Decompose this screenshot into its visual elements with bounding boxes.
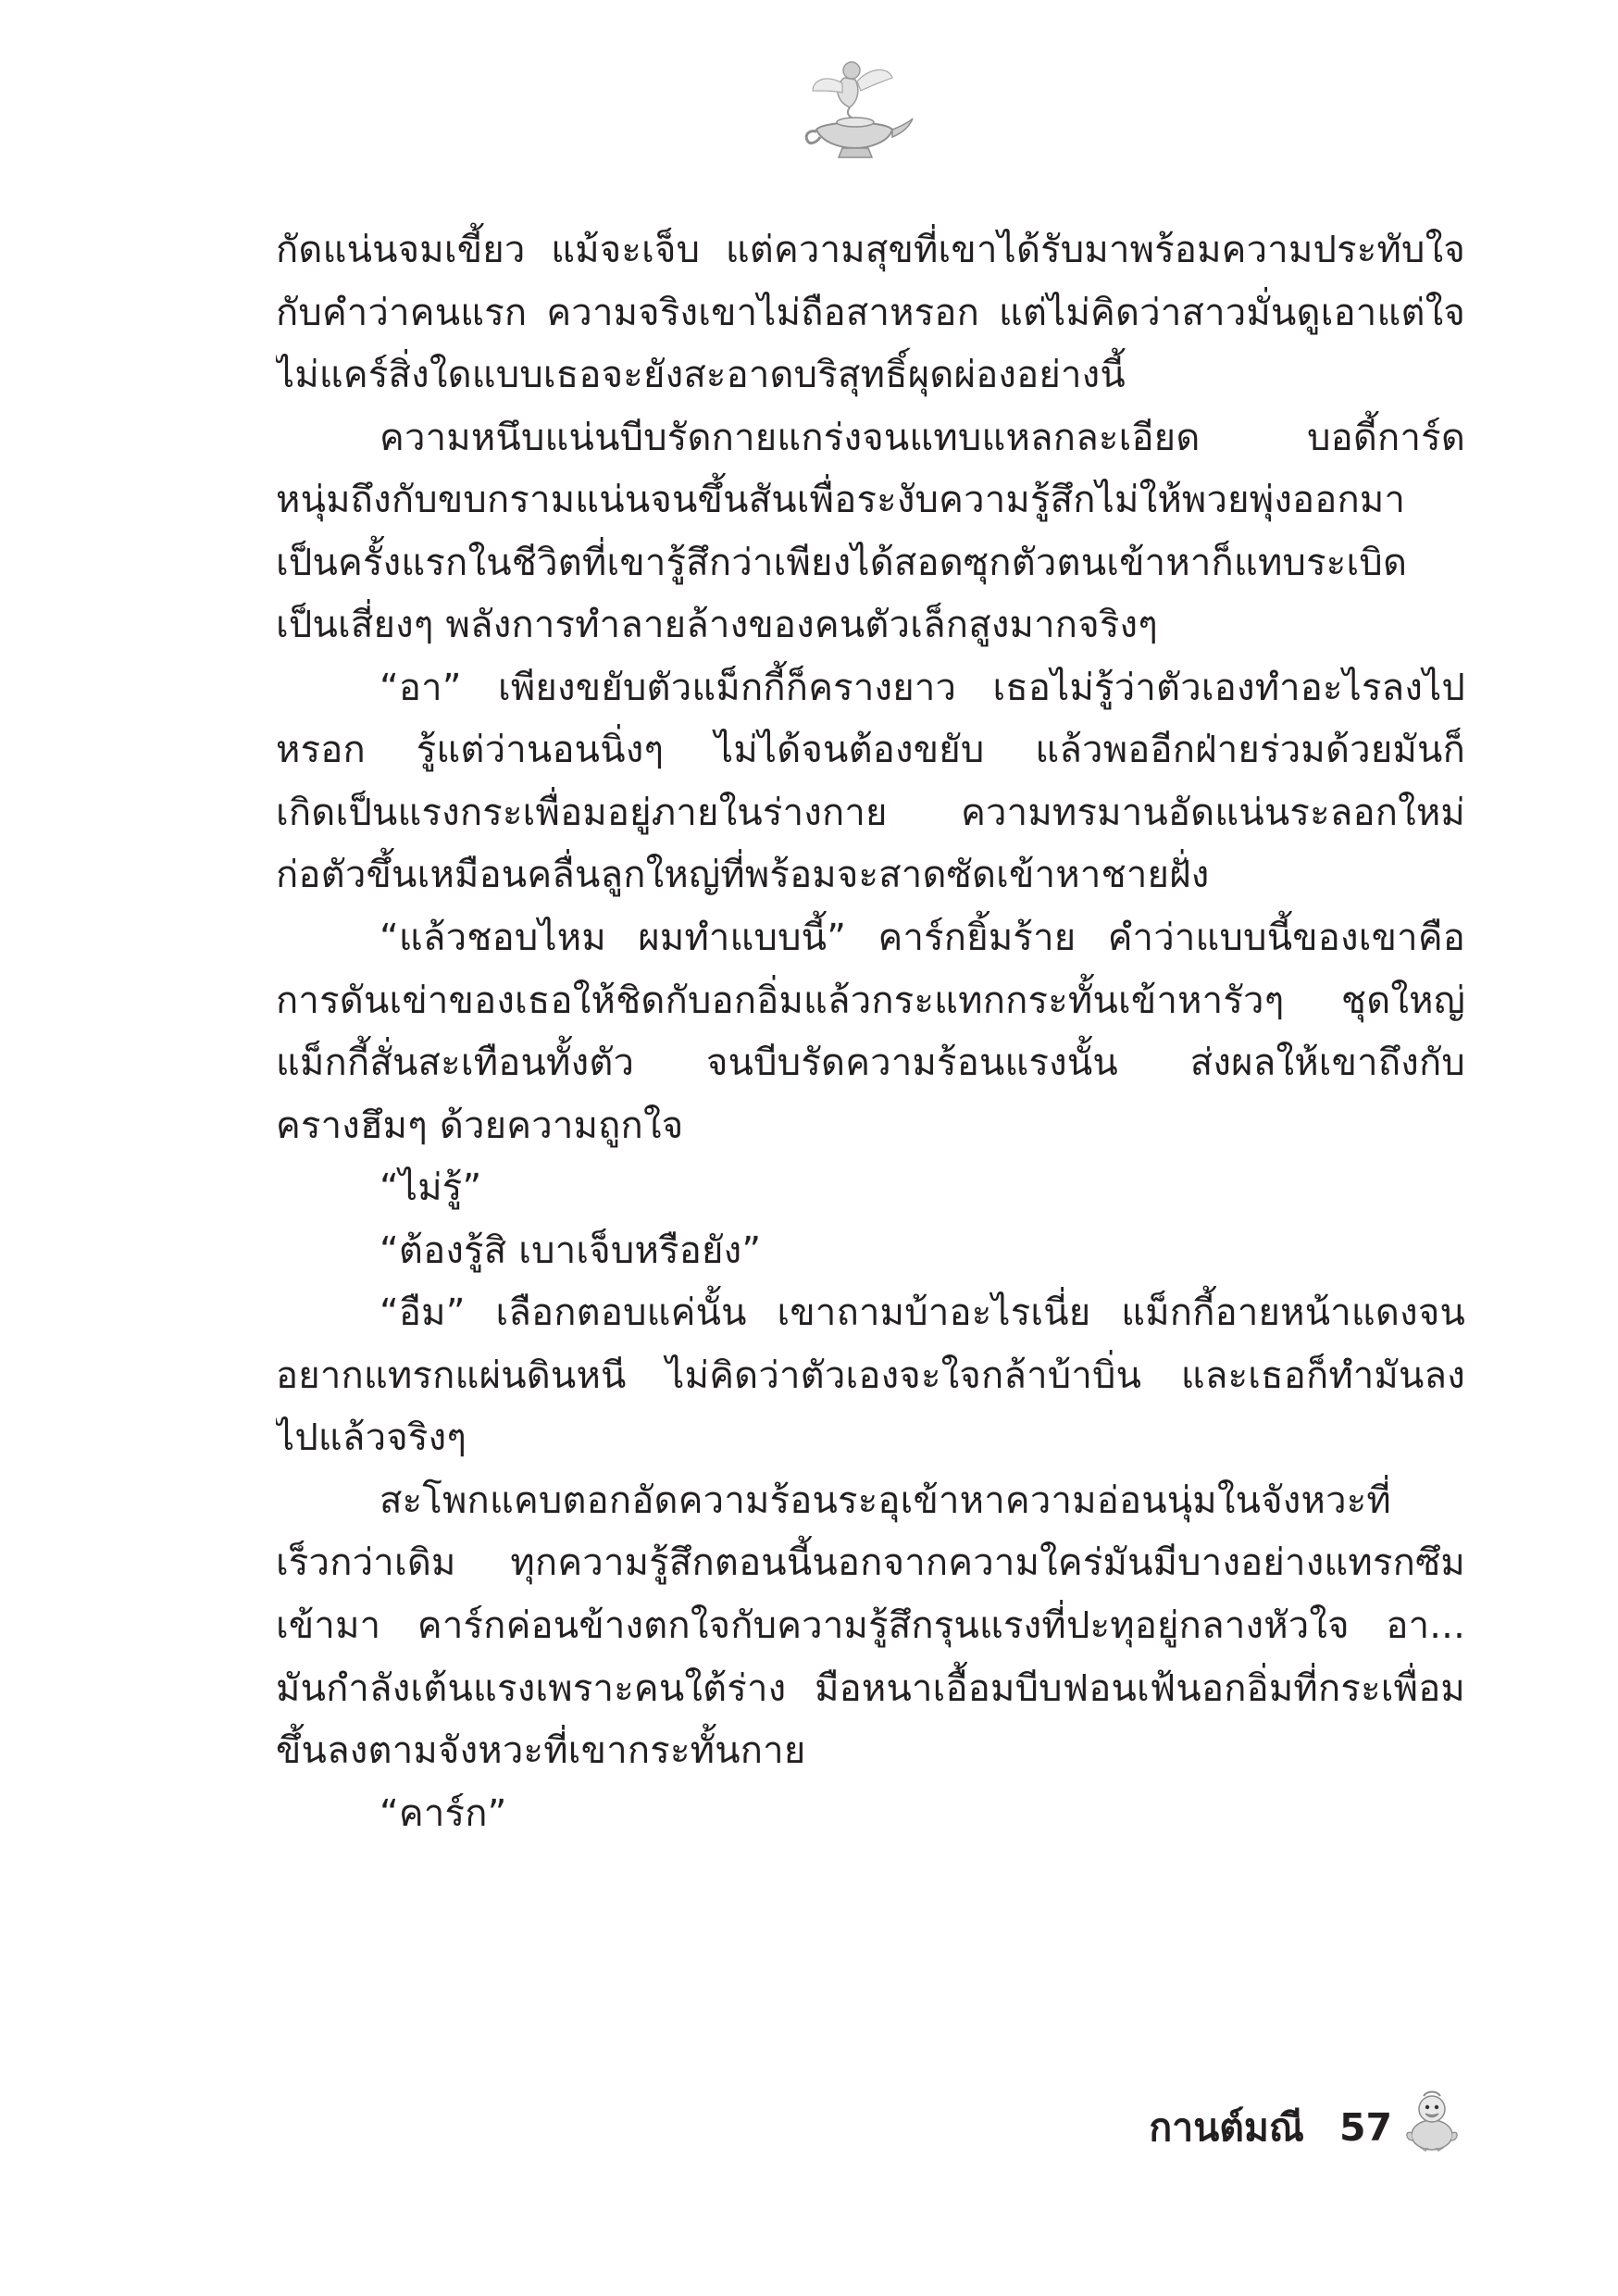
text-line: ความหนึบแน่นบีบรัดกายแกร่งจนแทบแหลกละเอียด บอดี้การ์ด: [380, 416, 1465, 459]
text-line: ไม่แคร์สิ่งใดแบบเธอจะยังสะอาดบริสุทธิ์ผุดผ่องอย่างนี้: [276, 354, 1126, 397]
page-footer: [1149, 2100, 1461, 2155]
text-line: แม็กกี้สั่นสะเทือนทั้งตัว จนบีบรัดความร้อนแรงนั้น ส่งผลให้เขาถึงกับ: [276, 1042, 1465, 1085]
text-line: การดันเข่าของเธอให้ชิดกับอกอิ่มแล้วกระแทกกระทั้นเข้าหารัวๆ ชุดใหญ่: [276, 979, 1465, 1022]
text-line: เป็นเสี่ยงๆ พลังการทำลายล้างของคนตัวเล็กสูงมากจริงๆ: [276, 604, 1158, 647]
text-line: เร็วกว่าเดิม ทุกความรู้สึกตอนนี้นอกจากความใคร่มันมีบางอย่างแทรกซึม: [276, 1541, 1465, 1585]
text-line: มันกำลังเต้นแรงเพราะคนใต้ร่าง มือหนาเอื้อมบีบฟอนเฟ้นอกอิ่มที่กระเพื่อม: [276, 1666, 1465, 1710]
text-line: กัดแน่นจมเขี้ยว แม้จะเจ็บ แต่ความสุขที่เขาได้รับมาพร้อมความประทับใจ: [276, 229, 1465, 271]
magic-lamp-with-fairy-icon: [796, 54, 916, 165]
page-number: 57: [1338, 2105, 1392, 2150]
text-line: “อา” เพียงขยับตัวแม็กกี้ก็ครางยาว เธอไม่รู้ว่าตัวเองทำอะไรลงไป: [380, 666, 1465, 709]
text-line: ก่อตัวขึ้นเหมือนคลื่นลูกใหญ่ที่พร้อมจะสาดซัดเข้าหาชายฝั่ง: [276, 854, 1210, 897]
text-line: “ต้องรู้สิ เบาเจ็บหรือยัง”: [380, 1229, 762, 1272]
text-line: เป็นครั้งแรกในชีวิตที่เขารู้สึกว่าเพียงได้สอดซุกตัวตนเข้าหาก็แทบระเบิด: [276, 541, 1408, 584]
text-line: กับคำว่าคนแรก ความจริงเขาไม่ถือสาหรอก แต่ไม่คิดว่าสาวมั่นดูเอาแต่ใจ: [276, 291, 1465, 334]
text-line: ครางฮึมๆ ด้วยความถูกใจ: [276, 1104, 684, 1147]
text-line: อยากแทรกแผ่นดินหนี ไม่คิดว่าตัวเองจะใจกล้าบ้าบิ่น และเธอก็ทำมันลง: [276, 1354, 1465, 1397]
text-line: เกิดเป็นแรงกระเพื่อมอยู่ภายในร่างกาย ความทรมานอัดแน่นระลอกใหม่: [276, 791, 1465, 834]
text-line: ขึ้นลงตามจังหวะที่เขากระทั้นกาย: [276, 1729, 806, 1773]
text-line: เข้ามา คาร์กค่อนข้างตกใจกับความรู้สึกรุนแรงที่ปะทุอยู่กลางหัวใจ อา...: [276, 1604, 1465, 1648]
text-line: “แล้วชอบไหม ผมทำแบบนี้” คาร์กยิ้มร้าย คำว่าแบบนี้ของเขาคือ: [380, 917, 1465, 960]
text-line: “ไม่รู้”: [380, 1167, 482, 1210]
text-line: หรอก รู้แต่ว่านอนนิ่งๆ ไม่ได้จนต้องขยับ แล้วพออีกฝ่ายร่วมด้วยมันก็: [276, 729, 1465, 772]
text-line: หนุ่มถึงกับขบกรามแน่นจนขึ้นสันเพื่อระงับความรู้สึกไม่ให้พวยพุ่งออกมา: [276, 479, 1406, 522]
text-line: สะโพกแคบตอกอัดความร้อนระอุเข้าหาความอ่อนนุ่มในจังหวะที่: [380, 1479, 1391, 1522]
text-line: ไปแล้วจริงๆ: [276, 1416, 467, 1460]
text-line: “อืม” เลือกตอบแค่นั้น เขาถามบ้าอะไรเนี่ย แม็กกี้อายหน้าแดงจน: [380, 1292, 1465, 1335]
duck-mascot-icon: [1403, 2089, 1461, 2153]
text-line: “คาร์ก”: [380, 1791, 507, 1835]
author-name: กานต์มณี: [1149, 2105, 1304, 2150]
body-text: [276, 222, 1465, 1848]
